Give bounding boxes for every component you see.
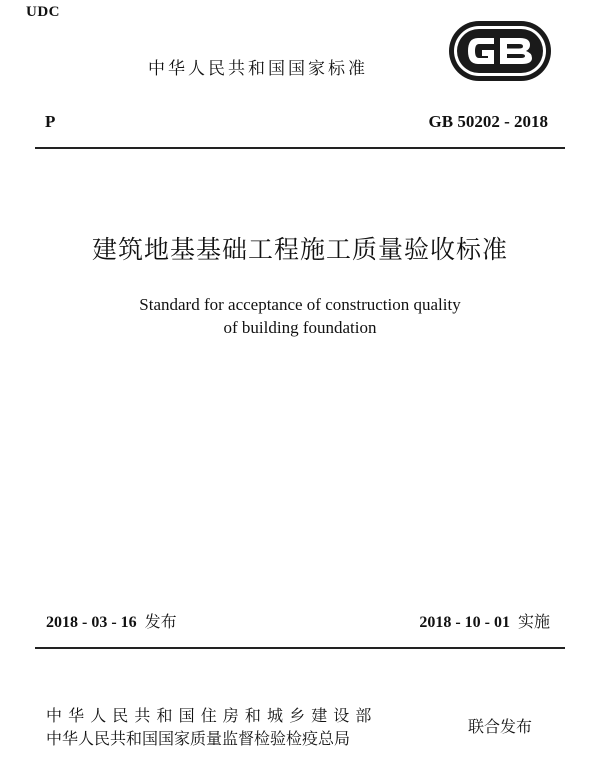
bottom-divider	[35, 647, 565, 649]
issue-label: 发布	[144, 612, 177, 631]
joint-issue-label: 联合发布	[468, 717, 533, 736]
issue-date-block	[46, 609, 177, 632]
title-english-line-1: Standard for acceptance of construction quality	[139, 295, 461, 314]
gb-logo	[448, 20, 552, 82]
issuer-aqsiq: 中华人民共和国国家质量监督检验检疫总局	[46, 729, 351, 748]
title-chinese: 建筑地基基础工程施工质量验收标准	[91, 235, 508, 264]
issuer-ministry: 中华人民共和国住房和城乡建设部	[46, 706, 378, 725]
title-english-line-2: of building foundation	[223, 318, 377, 337]
implement-label: 实施	[517, 612, 550, 631]
standard-number: GB 50202 - 2018	[428, 112, 548, 131]
title-english	[0, 293, 600, 339]
national-standard-heading: 中华人民共和国国家标准	[148, 59, 368, 79]
issue-date: 2018 - 03 - 16	[46, 614, 137, 631]
gb-logo-graphic	[448, 20, 552, 82]
udc-label: UDC	[26, 4, 60, 20]
category-code: P	[45, 112, 56, 131]
implement-date-block	[419, 609, 550, 632]
implement-date: 2018 - 10 - 01	[419, 614, 510, 631]
top-divider	[35, 147, 565, 149]
